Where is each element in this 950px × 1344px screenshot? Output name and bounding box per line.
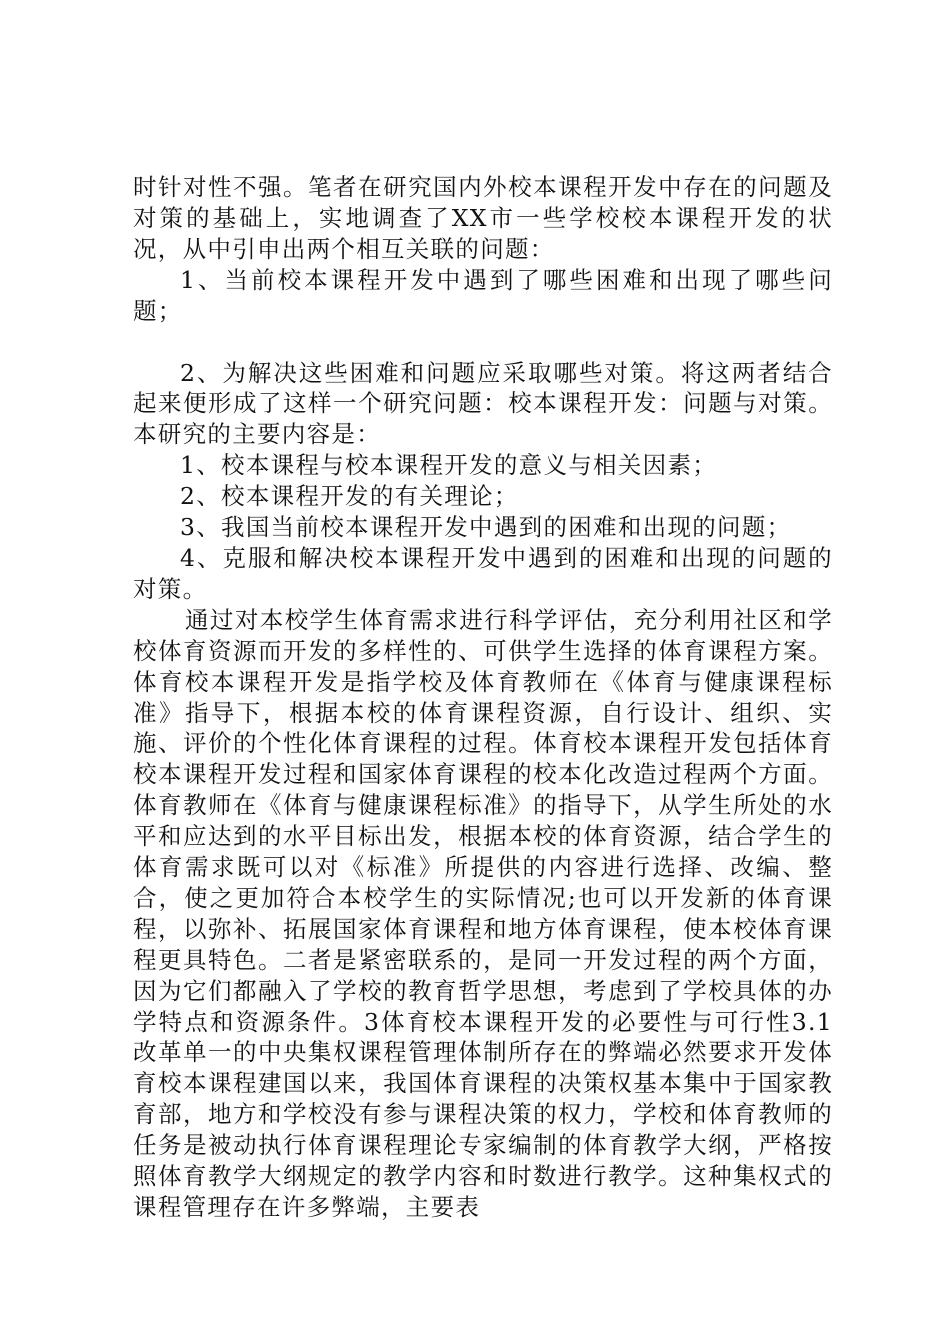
paragraph-question-1: 1、当前校本课程开发中遇到了哪些困难和出现了哪些问题； — [133, 265, 833, 325]
document-body — [133, 172, 833, 1223]
paragraph-intro: 时针对性不强。笔者在研究国内外校本课程开发中存在的问题及对策的基础上，实地调查了XX市一些学校校本课程开发的状况，从中引申出两个相互关联的问题： — [133, 173, 833, 263]
list-item-content-3: 3、我国当前校本课程开发中遇到的困难和出现的问题； — [180, 513, 792, 542]
paragraph-question-2: 2、为解决这些困难和问题应采取哪些对策。将这两者结合起来便形成了这样一个研究问题：校本课程开发：问题与对策。本研究的主要内容是： — [133, 358, 833, 449]
list-item-content-2: 2、校本课程开发的有关理论； — [180, 482, 519, 511]
list-item-content-1: 1、校本课程与校本课程开发的意义与相关因素； — [180, 451, 718, 480]
paragraph-main: 通过对本校学生体育需求进行科学评估，充分利用社区和学校体育资源而开发的多样性的、可供学生选择的体育课程方案。体育校本课程开发是指学校及体育教师在《体育与健康课程标准》指导下，根据本校的体育课程资源，自行设计、组织、实施、评价的个性化体育课程的过程。体育校本课程开发包括体育校本课程开发过程和国家体育课程的校本化改造过程两个方面。体育教师在《体育与健康课程标准》的指导下，从学生所处的水平和应达到的水平目标出发，根据本校的体育资源，结合学生的体育需求既可以对《标准》所提供的内容进行选择、改编、整合，使之更加符合本校学生的实际情况;也可以开发新的体育课程，以弥补、拓展国家体育课程和地方体育课程，使本校体育课程更具特色。二者是紧密联系的，是同一开发过程的两个方面，因为它们都融入了学校的教育哲学思想，考虑到了学校具体的办学特点和资源条件。3体育校本课程开发的必要性与可行性3.1改革单一的中央集权课程管理体制所存在的弊端必然要求开发体育校本课程建国以来，我国体育课程的决策权基本集中于国家教育部，地方和学校没有参与课程决策的权力，学校和体育教师的任务是被动执行体育课程理论专家编制的体育教学大纲，严格按照体育教学大纲规定的教学内容和时数进行教学。这种集权式的课程管理存在许多弊端，主要表 — [133, 605, 833, 1221]
list-item-content-4: 4、克服和解决校本课程开发中遇到的困难和出现的问题的对策。 — [133, 543, 833, 603]
